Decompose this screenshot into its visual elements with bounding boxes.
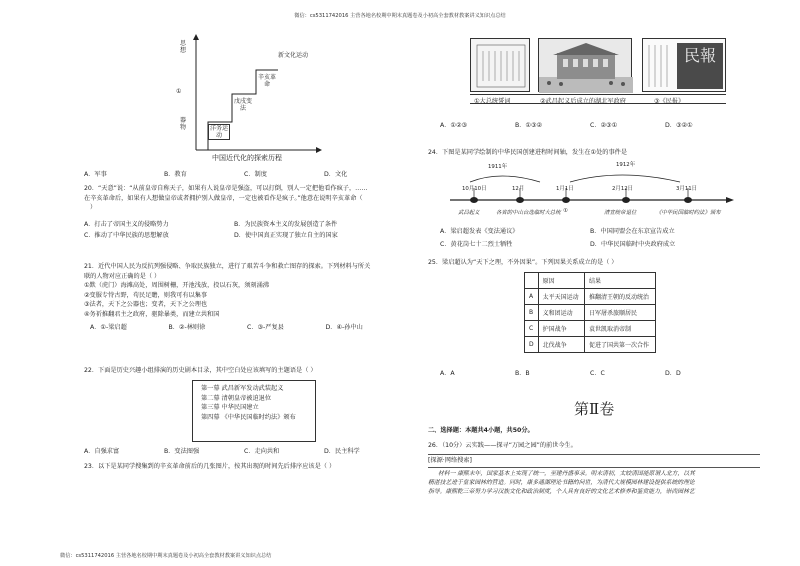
q24-option-c[interactable]: C．黄花岗七十二烈士牺牲 (440, 241, 513, 248)
q21-material: ②变服专恃古野，苟民足贍，则我可有以集事 (84, 291, 208, 299)
q20-line: ） (90, 204, 97, 212)
act-3: 第三幕 中华民国建立 (201, 404, 259, 412)
newspaper-masthead: 民報 (683, 46, 716, 65)
q24-options (440, 226, 740, 248)
row-cause: 护国战争 (538, 321, 584, 337)
q22-option-c[interactable]: C．走向共和 (244, 448, 280, 455)
q20-line: 在辛亥革命后，如果有人想做皇帝或者拥护别人做皇帝，一定也被看作是疯子。”他意在说明辛亥革命（ (84, 194, 363, 202)
inquiry-tag: [探源·网络搜索] (428, 457, 472, 464)
event-blank: ① (563, 208, 568, 214)
q20-option-b[interactable]: B．为民族资本主义的发展创造了条件 (234, 220, 338, 228)
page-header: 微信：cs5311742016 主营各地名校期中期末真题卷及小初高全套教材教案讲义知识点总结 (294, 13, 506, 19)
axis-label-thought: 思想 (179, 40, 186, 55)
material-line: 材料一 康熙末年，国家基本上实现了统一，至建丹盛事录。明末清初，太皎清国能原谓人北方，以其 (438, 471, 695, 477)
q21-option-d[interactable]: D．④-孙中山 (325, 323, 363, 331)
axis-label-blank: ① (176, 88, 182, 95)
q19-option-c[interactable]: C．制度 (244, 171, 267, 178)
q20-option-d[interactable]: D．使中国真正实现了独立自主的国家 (234, 231, 338, 239)
row-cause: 太平天国运动 (538, 289, 584, 305)
q20-option-c[interactable]: C．推动了中华民族的思想解放 (84, 231, 169, 239)
q20-line: 20．“天意”说：“从前皇帝自称天子，如果有人说皇帝是强盗，可以打倒，别人一定把他看作疯子，…… (84, 185, 368, 192)
q21-material: ④务祈推翻君主之政府，驱除暴类，而建立共和国 (84, 311, 220, 319)
event-wuchang: 武昌起义 (458, 210, 480, 216)
q21-option-b[interactable]: B．②-林则徐 (168, 323, 206, 331)
q25-option-c[interactable]: C．C (590, 370, 605, 377)
year-1912: 1912年 (616, 162, 636, 168)
header-cause: 原因 (538, 273, 584, 289)
q25-option-a[interactable]: A．A (440, 370, 455, 377)
event-constitution: 《中华民国临时约法》颁布 (656, 210, 721, 216)
act-4: 第四幕 《中华民国临时约法》颁布 (201, 413, 296, 421)
table-row (525, 337, 656, 353)
cause-effect-table (524, 272, 656, 353)
q22-stem: 22．下面是历史兴趣小组排演的历史剧本目录，其中空白处应该填写的主题语是（ ） (84, 367, 317, 374)
q22-option-a[interactable]: A．自强求富 (84, 448, 120, 455)
q21-line: 联的人物对应正确的是（ ） (84, 272, 161, 280)
date-mar11: 3月11日 (676, 186, 698, 192)
q26-rule-mid (428, 467, 760, 468)
table-row (525, 321, 656, 337)
q22-option-d[interactable]: D．民主科学 (324, 448, 360, 455)
year-1911: 1911年 (488, 164, 508, 170)
q24-option-b[interactable]: B．中国同盟会在东京宣告成立 (590, 228, 675, 235)
material-line: 指导。康熙乾三帝努力学习汉族文化和政治制度，个人具有良好的文化艺术修养和鉴赏能力，崇尚园林艺 (428, 488, 695, 495)
q19-option-d[interactable]: D．文化 (324, 171, 348, 178)
modernization-diagram (150, 32, 350, 162)
axis-label-objects: 器物 (179, 117, 186, 132)
row-letter: B (525, 305, 539, 321)
row-letter: C (525, 321, 539, 337)
date-dec: 12月 (512, 186, 525, 192)
q23-option-a[interactable]: A．①②③ (440, 122, 468, 129)
stage-yangwu: 洋务运动 (209, 125, 228, 140)
question-20 (84, 184, 424, 239)
q21-option-a[interactable]: A．①-梁启超 (90, 323, 127, 331)
q19-option-a[interactable]: A．军事 (84, 171, 107, 178)
diagram-caption: 中国近代化的探索历程 (212, 154, 282, 162)
row-effect: 袁世凯取消帝制 (584, 321, 655, 337)
row-effect: 日军屠杀旅顺居民 (584, 305, 655, 321)
q22-option-b[interactable]: B．变法图强 (164, 448, 200, 455)
row-effect: 推翻清王朝的反动统治 (584, 289, 655, 305)
q23-caption-strip (470, 94, 726, 104)
material-one (428, 470, 760, 497)
section-title: 第Ⅱ卷 (574, 400, 615, 418)
material-line: 精湛技艺进于皇家园林的营造。同时，康多通湖理论书籍的问世，为清代大规模园林建设提供系统的理论 (428, 479, 695, 486)
caption-3: ③《民报》 (654, 98, 685, 105)
q24-stem: 24．下图是某同学绘制的中华民国创建进程时间轴，发生在①处的事件是 (428, 149, 628, 156)
q25-stem: 25．梁启超认为“天下之理，不外因果”。下列因果关系成立的是（ ） (428, 259, 618, 266)
stage-xinwenhua: 新文化运动 (278, 52, 309, 59)
table-row (525, 289, 656, 305)
q22-options (84, 446, 404, 455)
row-letter: A (525, 289, 539, 305)
q23-option-d[interactable]: D．③②① (665, 122, 693, 129)
q24-option-a[interactable]: A．梁启超发表《变法通议》 (440, 228, 519, 235)
q21-material: ①默（虎门）海滩高处，周围树栅，开池浅放，投以石灰，须刻涌沸 (84, 282, 269, 290)
q25-option-b[interactable]: B．B (515, 370, 530, 377)
q23-stem: 23．以下是某同学搜集到的辛亥革命前后的几张图片，按其出现的时间先后排序应该是（ ） (84, 463, 336, 470)
q19-options (84, 169, 404, 178)
q25-option-d[interactable]: D．D (665, 370, 681, 377)
q23-images (470, 38, 726, 100)
q19-option-b[interactable]: B．教育 (164, 171, 187, 178)
row-effect: 促进了国共第一次合作 (584, 337, 655, 353)
table-row (525, 305, 656, 321)
row-cause: 北伐战争 (538, 337, 584, 353)
row-letter: D (525, 337, 539, 353)
act-2: 第二幕 清朝皇帝被迫退位 (201, 394, 272, 402)
q21-material: ③法者，天下之公器也；变者，天下之公理也 (84, 301, 208, 309)
q21-line: 21．近代中国人民为反抗列强侵略、争取民族独立，进行了艰苦斗争和救亡图存的探索。下列材料与所关 (84, 263, 371, 270)
oath-document-image (470, 38, 530, 92)
q26-stem: 26．（10分）云实践——探寻“万园之园”的前世今生。 (428, 442, 577, 449)
caption-1: ①大总统誓词 (474, 98, 511, 105)
minbao-newspaper-image (642, 38, 726, 92)
q23-option-b[interactable]: B．①③② (515, 122, 543, 129)
row-cause: 义和团运动 (538, 305, 584, 321)
date-jan1: 1月1日 (556, 186, 574, 192)
script-catalog (192, 380, 316, 442)
military-government-building-image (538, 38, 632, 92)
caption-2: ②武昌起义后成立的湖北军政府 (540, 98, 626, 105)
q20-option-a[interactable]: A．打击了帝国主义的侵略势力 (84, 220, 169, 228)
q23-options (440, 120, 740, 129)
event-abdication: 清宣统帝退位 (604, 210, 637, 216)
q23-option-c[interactable]: C．②③① (590, 122, 618, 129)
q26-rule-top (428, 454, 760, 455)
section-heading: 二、选择题：本题共4小题，共50分。 (428, 427, 534, 434)
date-feb12: 2月12日 (612, 186, 634, 192)
date-oct10: 10月10日 (462, 186, 487, 192)
q21-option-c[interactable]: C．③-严复县 (247, 323, 284, 331)
q24-option-d[interactable]: D．中华民国临时中央政府成立 (590, 241, 676, 248)
question-21 (84, 262, 424, 331)
page-footer: 微信：cs5311742016 主营各地名校期中期末真题卷及小初高全套教材教案讲义知识点总结 (60, 553, 272, 559)
stage-wuxu: 戊戌变法 (233, 98, 252, 113)
stage-xinhai: 辛亥革命 (257, 74, 276, 89)
q25-options (440, 368, 740, 377)
header-effect: 结果 (584, 273, 655, 289)
event-election: 各省的中山台选临时大总统 (496, 210, 561, 216)
table-header-row (525, 273, 656, 289)
act-1: 第一幕 武昌新军发动武装起义 (201, 385, 284, 392)
republic-timeline (440, 160, 740, 220)
